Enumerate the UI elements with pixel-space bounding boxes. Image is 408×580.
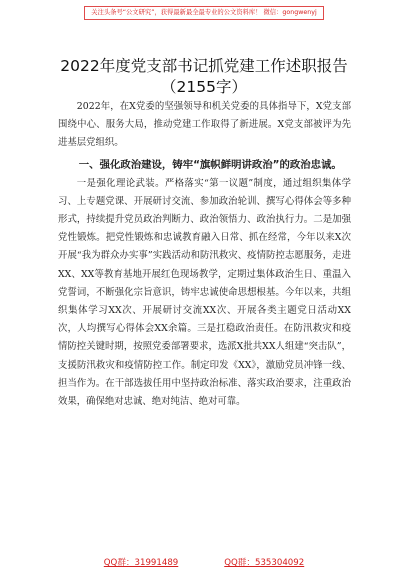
title-word-count: （2155字）	[161, 78, 247, 96]
promo-banner	[0, 6, 408, 20]
intro-paragraph: 2022年，在X党委的坚强领导和机关党委的具体指导下，X党支部围绕中心、服务大局，推动党建工作取得了新进展。X党支部被评为先进基层党组织。	[58, 101, 351, 149]
footer-contact	[0, 556, 408, 568]
section-paragraph: 一是强化理论武装。严格落实“第一议题”制度，通过组织集体学习、上专题党课、开展研讨交流、参加政治轮训、撰写心得体会等多种形式，持续提升党员政治判断力、政治领悟力、政治执行力。二是加强党性锻炼。把党性锻炼和忠诚教育融入日常、抓在经常，今年以来X次开展“我为群众办实事”实践活动和防汛救灾、疫情防控志愿服务，走进XX、XX等教育基地开展红色现场教学，定期过集体政治生日、重温入党誓词，不断强化宗旨意识，铸牢忠诚使命思想根基。今年以来，共组织集体学习XX次、开展研讨交流XX次、开展各类主题党日活动XX次，人均撰写心得体会XX余篇。三是扛稳政治责任。在防汛救灾和疫情防控关键时期，按照党委部署要求，选派X批共XX人组建“突击队”，支援防汛救灾和疫情防控工作。制定印发《XX》，激励党员冲锋一线、担当作为。在干部选拔任用中坚持政治标准、落实政治要求，注重政治效果，确保绝对忠诚、绝对纯洁、绝对可靠。	[58, 177, 351, 408]
promo-banner-text: 关注头条号“公文研究”，获得最新最全最专业的公文资料库！ 微信：gongwenyj	[84, 6, 323, 20]
section-heading: 一、强化政治建设，铸牢“旗帜鲜明讲政治”的政治忠诚。	[78, 158, 342, 171]
document-body	[58, 98, 351, 411]
qq-group-1[interactable]: QQ群：31991489	[103, 558, 179, 568]
qq-group-2[interactable]: QQ群：535304092	[224, 558, 305, 568]
title-main: 2022年度党支部书记抓党建工作述职报告	[60, 57, 348, 75]
document-title	[0, 56, 408, 97]
